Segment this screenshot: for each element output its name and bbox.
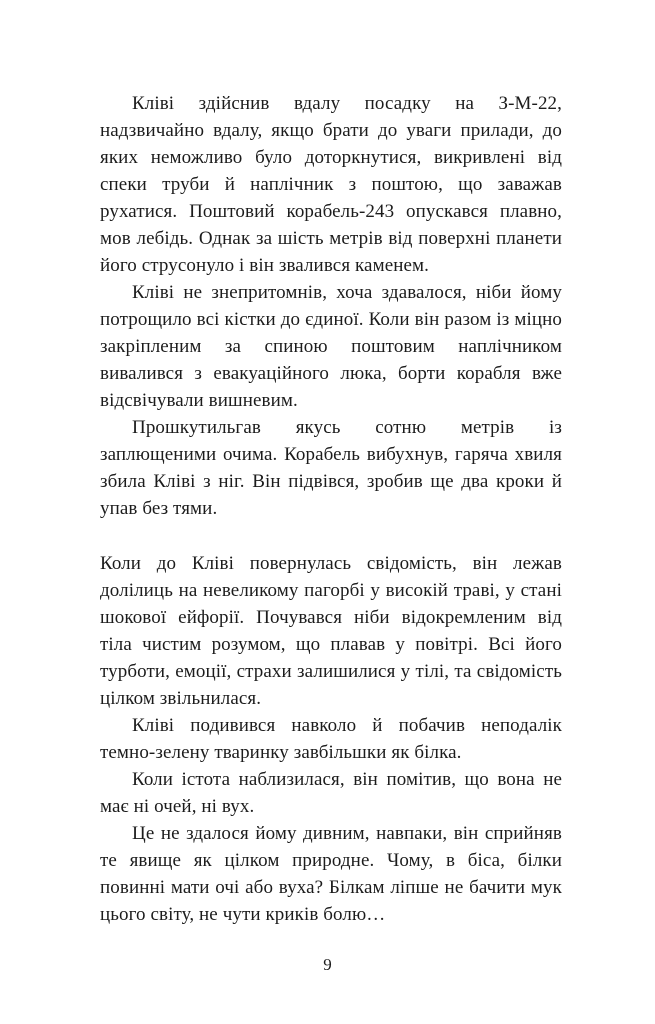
paragraph-5: Кліві подивився навколо й побачив неподалік темно-зелену тваринку завбільшки як білка.	[100, 715, 562, 763]
paragraph-4: Коли до Кліві повернулась свідомість, він лежав долілиць на невеликому пагорбі у високій траві, у стані шокової ейфорії. Почувався ніби відокремленим від тіла чистим розумом, що плавав у повітрі. Всі його турботи, емоції, страхи залишилися у тілі, та свідомість цілком звільнилася.	[100, 553, 562, 709]
paragraph-1: Кліві здійснив вдалу посадку на З-М-22, надзвичайно вдалу, якщо брати до уваги прилади, до яких неможливо було доторкнутися, викривлені від спеки труби й наплічник з поштою, що заважав рухатися. Поштовий корабель-243 опускався плавно, мов лебідь. Однак за шість метрів від поверхні планети його струсонуло і він звалився каменем.	[100, 93, 562, 276]
page-number: 9	[323, 955, 332, 974]
paragraph-2: Кліві не знепритомнів, хоча здавалося, ніби йому потрощило всі кістки до єдиної. Коли він разом із міцно закріпленим за спиною поштовим наплічником вивалився з евакуаційного люка, борти корабля вже відсвічували вишневим.	[100, 282, 562, 411]
paragraph-7: Це не здалося йому дивним, навпаки, він сприйняв те явище як цілком природне. Чому, в біса, білки повинні мати очі або вуха? Білкам ліпше не бачити мук цього світу, не чути криків болю…	[100, 823, 562, 925]
paragraph-6: Коли істота наблизилася, він помітив, що вона не має ні очей, ні вух.	[100, 769, 562, 817]
text-block	[100, 90, 562, 928]
paragraph-3: Прошкутильгав якусь сотню метрів із заплющеними очима. Корабель вибухнув, гаряча хвиля збила Кліві з ніг. Він підвівся, зробив ще два кроки й упав без тями.	[100, 417, 562, 519]
